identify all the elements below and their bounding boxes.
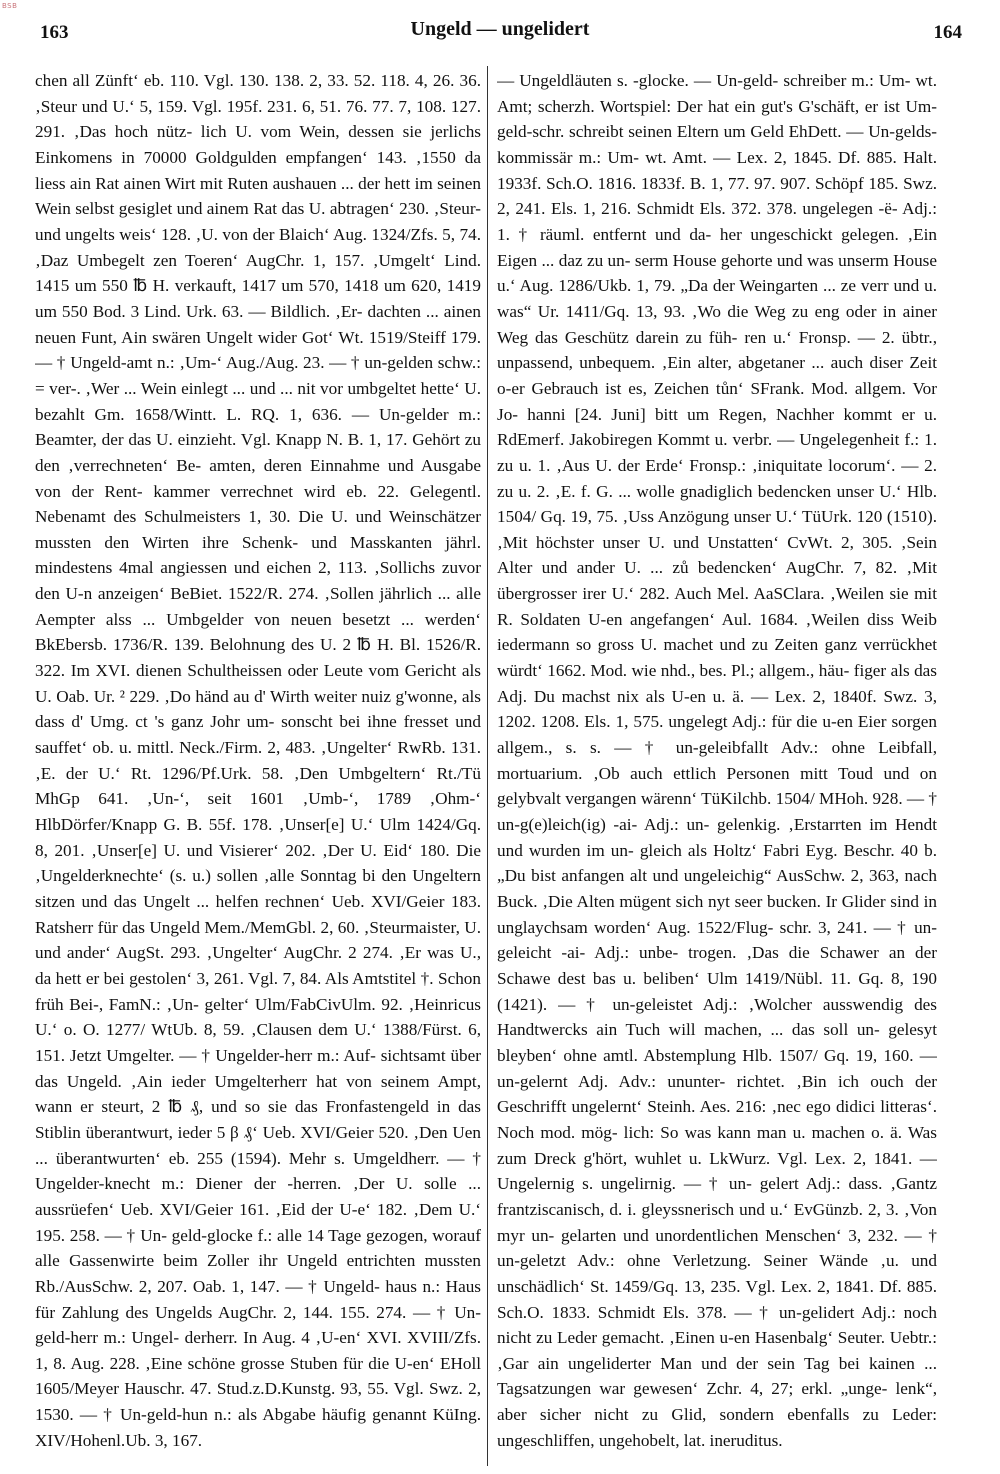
left-column <box>35 68 481 1463</box>
right-column-text: — Ungeldläuten s. -glocke. — Un-geld- schreiber m.: Um- wt. Amt; scherzh. Wortspiel: Der hat ein gut's G'schäft, er ist Um-geld-schr. schreibt seinen Eltern um Geld EhDett. — Un-gelds- kommissär m.: Um- wt. Amt. — Lex. 2, 1845. Df. 885. Halt. 1933f. Sch.O. 1816. 1833f. B. 1, 77. 97. 907. Schöpf 185. Swz. 2, 241. Els. 1, 216. Schmidt Els. 372. 378. ungelegen -ë- Adj.: 1. † räuml. entfernt und da- her ungeschickt gelegen. ‚Ein Eigen ... daz zu un- serm House gehorte und was unserm House u.‘ Aug. 1286/Ukb. 1, 79. „Da der Weingarten ... ze verr und u. was“ Ur. 1411/Gq. 13, 93. ‚Wo die Weg zu eng oder in ainer Weg das Geschütz darein zu füh- ren u.‘ Fronsp. — 2. übtr., unpassend, unbequem. ‚Ein alter, abgetaner ... auch diser Zeit o-er Gebrauch ist es, Zeichen tůn‘ SFrank. Mod. allgem. Vor Jo- hanni [24. Juni] bitt um Regen, Nachher kommt er u. RdEmerf. Jakobiregen Kommt u. verbr. — Ungelegenheit f.: 1. zu u. 1. ‚Aus U. der Erde‘ Fronsp.: ‚iniquitate locorum‘. — 2. zu u. 2. ‚E. f. G. ... wolle gnadiglich bedencken unser U.‘ Hlb. 1504/ Gq. 19, 75. ‚Uss Anzögung unser U.‘ TüUrk. 120 (1510). ‚Mit höchster unser U. und Unstatten‘ CvWt. 2, 305. ‚Sein Alter und ander U. ... zů bedencken‘ AugChr. 7, 82. ‚Mit übergrosser irer U.‘ 282. Auch Mel. AaSClara. ‚Weilen sie mit R. Soldaten U-en angefangen‘ Aul. 1684. ‚Weilen diss Weib iedermann so gross U. machet und zu Zeiten ganz verrückhet würdt‘ 1662. Mod. wie nhd., bes. Pl.; allgem., häu- figer als das Adj. Du machst nix als U-en u. ä. — Lex. 2, 1840f. Swz. 3, 1202. 1208. Els. 1, 575. ungelegt Adj.: für die u-en Eier sorgen allgem., s. s. — † un-geleibfallt Adv.: ohne Leibfall, mortuarium. ‚Ob auch ettlich Personen mitt Toud und on gelybvalt vergangen wärenn‘ TüKilchb. 1504/ MHoh. 928. — † un-g(e)leich(ig) -ai- Adj.: un- gelenkig. ‚Erstarrten im Hendt und wurden im un- gleich als Holtz‘ Fabri Eyg. Beschr. 40 b. „Du bist anfangen alt und ungeleichig“ AusSchw. 2, 363, nach Buck. ‚Die Alten mügent sich nyt seer bucken. Ir Glider sind in unglaychsam worden‘ Aug. 1522/Flug- schr. 3, 241. — † un-geleicht -ai- Adj.: unbe- trogen. ‚Das die Schawer an der Schawe dest bas u. beliben‘ Ulm 1419/Nübl. 11. Gq. 8, 190 (1421). — † un-geleistet Adj.: ‚Wolcher ausswendig des Handtwercks ain Tuch will machen, ... das soll un- gelesyt bleyben‘ ohne amtl. Abstemplung Hlb. 1507/ Gq. 19, 160. — un-gelernt Adj. Adv.: ununter- richtet. ‚Bin ich ouch der Geschrifft ungelernt‘ Steinh. Aes. 216: ‚nec ego didici litteras‘. Noch mod. mög- lich: So was kann man u. machen o. ä. Was zum Dreck g'hört, wuhlet u. LkWurz. Vgl. Lex. 2, 1841. — Ungelernig s. ungelirnig. — † un- gelert Adj.: dass. ‚Gantz frantziscanisch, d. i. gleyssnerisch und u.‘ EvGünzb. 2, 3. ‚Von myr un- gelarten und unordentlichen Menschen‘ 3, 232. — † un-geletzt Adv.: ohne Verletzung. Seiner Wände ‚u. und unschädlich‘ St. 1459/Gq. 13, 235. Vgl. Lex. 2, 1841. Df. 885. Sch.O. 1833. Schmidt Els. 378. — † un-gelidert Adj.: noch nicht zu Leder gemacht. ‚Einen u-en Hasenbalg‘ Seuter. Uebtr.: ‚Gar ain ungeliderter Man und der sein Tag bei kainen ... Tagsatzungen war gewesen‘ Zchr. 4, 27; erkl. „unge- lenk“, aber sicher nicht zu Glid, sondern ebenfalls zu Leder: ungeschliffen, ungehobelt, lat. ineruditus. <box>497 71 937 1450</box>
running-head: Ungeld — ungelidert <box>410 18 590 40</box>
column-divider <box>487 66 488 1466</box>
left-column-text: chen all Zünft‘ eb. 110. Vgl. 130. 138. 2, 33. 52. 118. 4, 26. 36. ‚Steur und U.‘ 5, 159. Vgl. 195f. 231. 6, 51. 76. 77. 7, 108. 127. 291. ‚Das hoch nütz- lich U. vom Wein, dessen sie jerlichs Einkomens in 70000 Goldgulden empfangen‘ 143. ‚1550 da liess ain Rat ainen Wirt mit Ruten aushauen ... der hett im seinen Wein selbst gesiglet und ainem Rat das U. abtragen‘ 230. ‚Steur- und ungelts weis‘ 128. ‚U. von der Blaich‘ Aug. 1324/Zfs. 5, 74. ‚Daz Umbegelt zen Toeren‘ AugChr. 1, 157. ‚Umgelt‘ Lind. 1415 um 550 ℔ H. verkauft, 1417 um 570, 1418 um 620, 1419 um 550 Bod. 3 Lind. Urk. 63. — Bildlich. ‚Er- dachten ... ainen neuen Funt, Ain swären Ungelt wider Got‘ Wt. 1519/Steiff 179. — † Ungeld-amt n.: ‚Um-‘ Aug./Aug. 23. — † un-gelden schw.: = ver-. ‚Wer ... Wein einlegt ... und ... nit vor umbgeltet hette‘ U. bezahlt Gm. 1658/Wintt. L. RQ. 1, 636. — Un-gelder m.: Beamter, der das U. einzieht. Vgl. Knapp N. B. 1, 17. Gehört zu den ‚verrechneten‘ Be- amten, deren Einnahme und Ausgabe von der Rent- kammer verrechnet wird eb. 22. Gelegentl. Nebenamt des Schulmeisters 1, 30. Die U. und Weinschätzer mussten den Wirten ihre Schenk- und Masskanten jährl. mindestens 4mal angiessen und eichen 2, 113. ‚Sollichs zuvor den U-n anzeigen‘ BeBiet. 1522/R. 274. ‚Sollen jährlich ... alle Aempter alss ... Umbgelder von neuen besetzt ... werden‘ BkEbersb. 1736/R. 139. Belohnung des U. 2 ℔ H. Bl. 1526/R. 322. Im XVI. dienen Schultheissen oder Leute vom Gericht als U. Oab. Ur. ² 229. ‚Do händ au d' Wirth weiter nuiz g'wonne, als dass d' Umg. ct 's ganz Johr um- sonscht bei ihne fresset und sauffet‘ ob. u. mittl. Neck./Firm. 2, 483. ‚Ungelter‘ RwRb. 131. ‚E. der U.‘ Rt. 1296/Pf.Urk. 58. ‚Den Umbgeltern‘ Rt./Tü MhGp 641. ‚Un-‘, seit 1601 ‚Umb-‘, 1789 ‚Ohm-‘ HlbDörfer/Knapp G. B. 55f. 178. ‚Unser[e] U.‘ Ulm 1424/Gq. 8, 201. ‚Unser[e] U. und Visierer‘ 202. ‚Der U. Eid‘ 180. Die ‚Ungelderknechte‘ (s. u.) sollen ‚alle Sonntag bi den Ungeltern sitzen und das Ungelt ... helfen rechnen‘ Ueb. XVI/Geier 183. Ratsherr für das Ungeld Mem./MemGbl. 2, 60. ‚Steurmaister, U. und ander‘ AugSt. 293. ‚Ungelter‘ AugChr. 2 274. ‚Er was U., da hett er bei gestolen‘ 3, 261. Vgl. 7, 84. Als Amtstitel †. Schon früh Bei-, FamN.: ‚Un- gelter‘ Ulm/FabCivUlm. 92. ‚Heinricus U.‘ o. O. 1277/ WtUb. 8, 59. ‚Clausen dem U.‘ 1388/Fürst. 6, 151. Jetzt Umgelter. — † Ungelder-herr m.: Auf- sichtsamt über das Ungeld. ‚Ain ieder Umgelterherr hat von seinem Ampt, wann er steurt, 2 ℔ ₰, und so sie das Fronfastengeld in das Stiblin überantwurt, ieder 5 β ₰‘ Ueb. XVI/Geier 520. ‚Den Uen ... überantwurten‘ eb. 255 (1594). Mehr s. Umgeldherr. — † Ungelder-knecht m.: Diener der -herren. ‚Der U. solle ... aussrüefen‘ Ueb. XVI/Geier 161. ‚Eid der U-e‘ 182. ‚Dem U.‘ 195. 258. — † Un- geld-glocke f.: alle 14 Tage gezogen, worauf alle Gassenwirte beim Zoller ihr Ungeld entrichten mussten Rb./AusSchw. 2, 207. Oab. 1, 147. — † Ungeld- haus n.: Haus für Zahlung des Ungelds AugChr. 2, 144. 155. 274. — † Un-geld-herr m.: Ungel- derherr. In Aug. 4 ‚U-en‘ XVI. XVIII/Zfs. 1, 8. Aug. 228. ‚Eine schöne grosse Stuben für die U-en‘ EHoll 1605/Meyer Hauschr. 47. Stud.z.D.Kunstg. 93, 55. Vgl. Swz. 2, 1530. — † Un-geld-hun n.: als Abgabe häufig genannt KüIng. XIV/Hohenl.Ub. 3, 167. <box>35 71 481 1450</box>
page-number-right: 164 <box>933 22 962 43</box>
right-column <box>497 68 937 1463</box>
page-number-left: 163 <box>40 22 69 43</box>
library-watermark: BSB <box>2 2 18 10</box>
page-header <box>0 16 1000 48</box>
